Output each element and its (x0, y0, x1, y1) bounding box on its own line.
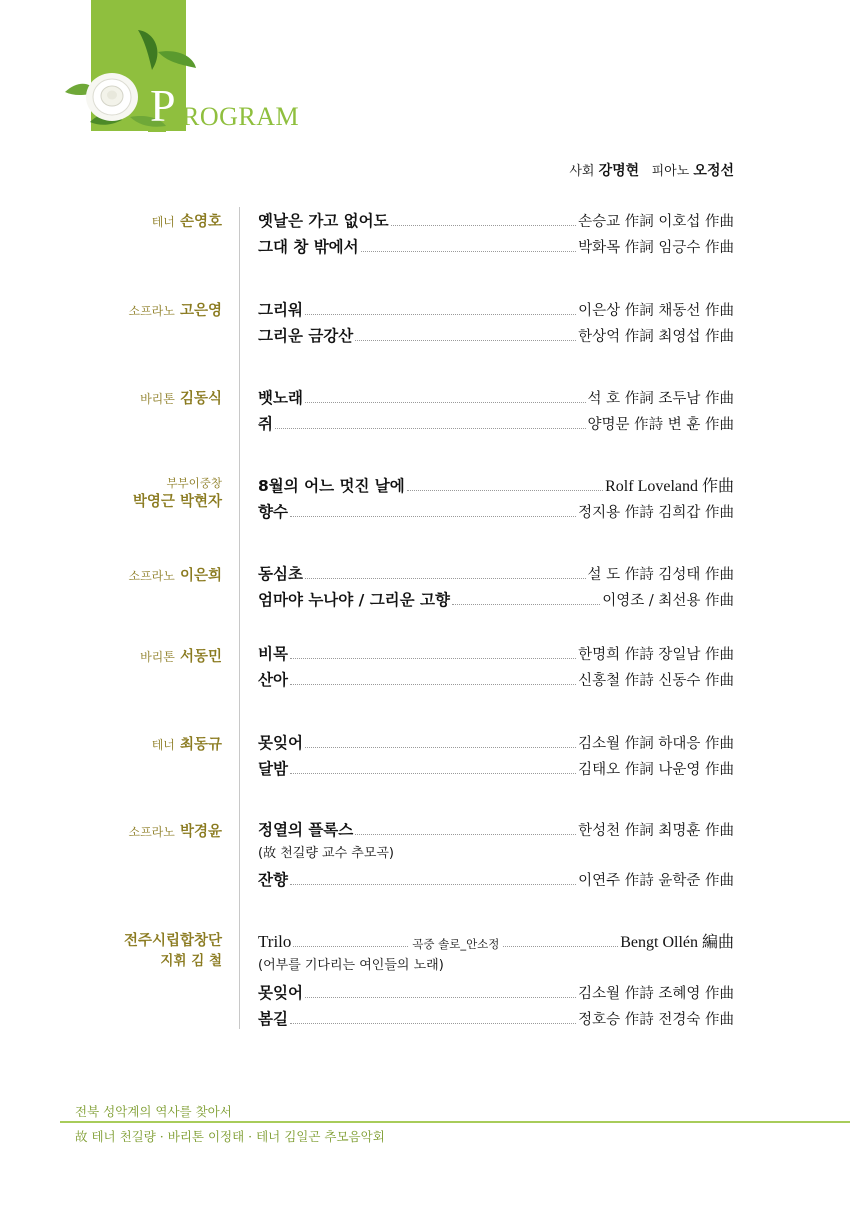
song-row: 잔향 이연주 作詩 윤학준 作曲 (258, 871, 734, 889)
performer-label: 소프라노 박경윤 (128, 824, 222, 840)
performer-label: 바리톤 김동식 (140, 391, 222, 407)
mc-name: 강명현 (598, 163, 640, 179)
song-row: 정열의 플록스 한성천 作詞 최명훈 作曲 (258, 821, 734, 839)
song-row: 봄길 정호승 作詩 전경숙 作曲 (258, 1010, 734, 1028)
program-title-initial: P (150, 80, 176, 131)
song-row: 쥐 양명문 作詩 변 훈 作曲 (258, 415, 734, 433)
song-row: Trilo 곡중 솔로_안소정 Bengt Ollén 編曲 (258, 932, 735, 951)
performer-label: 전주시립합창단 지휘 김 철 (123, 933, 222, 970)
song-row: 그대 창 밖에서 박화목 作詞 임긍수 作曲 (258, 238, 734, 256)
performer-label: 바리톤 서동민 (140, 649, 222, 665)
piano-role: 피아노 (651, 164, 690, 179)
song-row: 옛날은 가고 없어도 손승교 作詞 이호섭 作曲 (258, 212, 734, 230)
performer-label: 테너 최동규 (151, 737, 222, 753)
performer-label: 테너 손영호 (151, 214, 222, 230)
performer-label: 부부이중창 박영근 박현자 (132, 476, 222, 510)
song-row: 그리운 금강산 한상억 作詞 최영섭 作曲 (258, 327, 734, 345)
song-row: 뱃노래 석 호 作詞 조두남 作曲 (258, 389, 734, 407)
footer-subtitle: 전북 성악계의 역사를 찾아서 (75, 1104, 232, 1119)
song-row: 향수 정지용 作詩 김희갑 作曲 (258, 503, 734, 521)
footer-title: 故 테너 천길량 · 바리톤 이정태 · 테너 김일곤 추모음악회 (75, 1129, 385, 1144)
song-row: 그리워 이은상 作詞 채동선 作曲 (258, 301, 734, 319)
song-note: (故 천길량 교수 추모곡) (258, 846, 395, 861)
footer-divider (60, 1121, 850, 1123)
credits-line (569, 160, 734, 180)
performer-label: 소프라노 이은희 (128, 568, 222, 584)
song-row: 달밤 김태오 作詞 나운영 作曲 (258, 760, 734, 778)
piano-name: 오정선 (693, 163, 734, 179)
white-rose-flower-icon (60, 22, 200, 132)
song-note: (어부를 기다리는 여인들의 노래) (258, 958, 444, 973)
song-row: 엄마야 누나야 / 그리운 고향 이영조 / 최선용 作曲 (258, 591, 734, 609)
program-divider (239, 207, 240, 1029)
song-row: 동심초 설 도 作詩 김성태 作曲 (258, 565, 734, 583)
song-row: 못잊어 김소월 作詩 조혜영 作曲 (258, 984, 734, 1002)
performer-label: 소프라노 고은영 (128, 303, 222, 319)
program-title: ROGRAM (182, 102, 300, 131)
song-row: 8월의 어느 멋진 날에 Rolf Loveland 作曲 (258, 477, 734, 495)
song-row: 산아 신홍철 作詩 신동수 作曲 (258, 671, 734, 689)
song-row: 못잊어 김소월 作詞 하대응 作曲 (258, 734, 734, 752)
song-row: 비목 한명희 作詩 장일남 作曲 (258, 645, 734, 663)
mc-role: 사회 (569, 164, 595, 179)
